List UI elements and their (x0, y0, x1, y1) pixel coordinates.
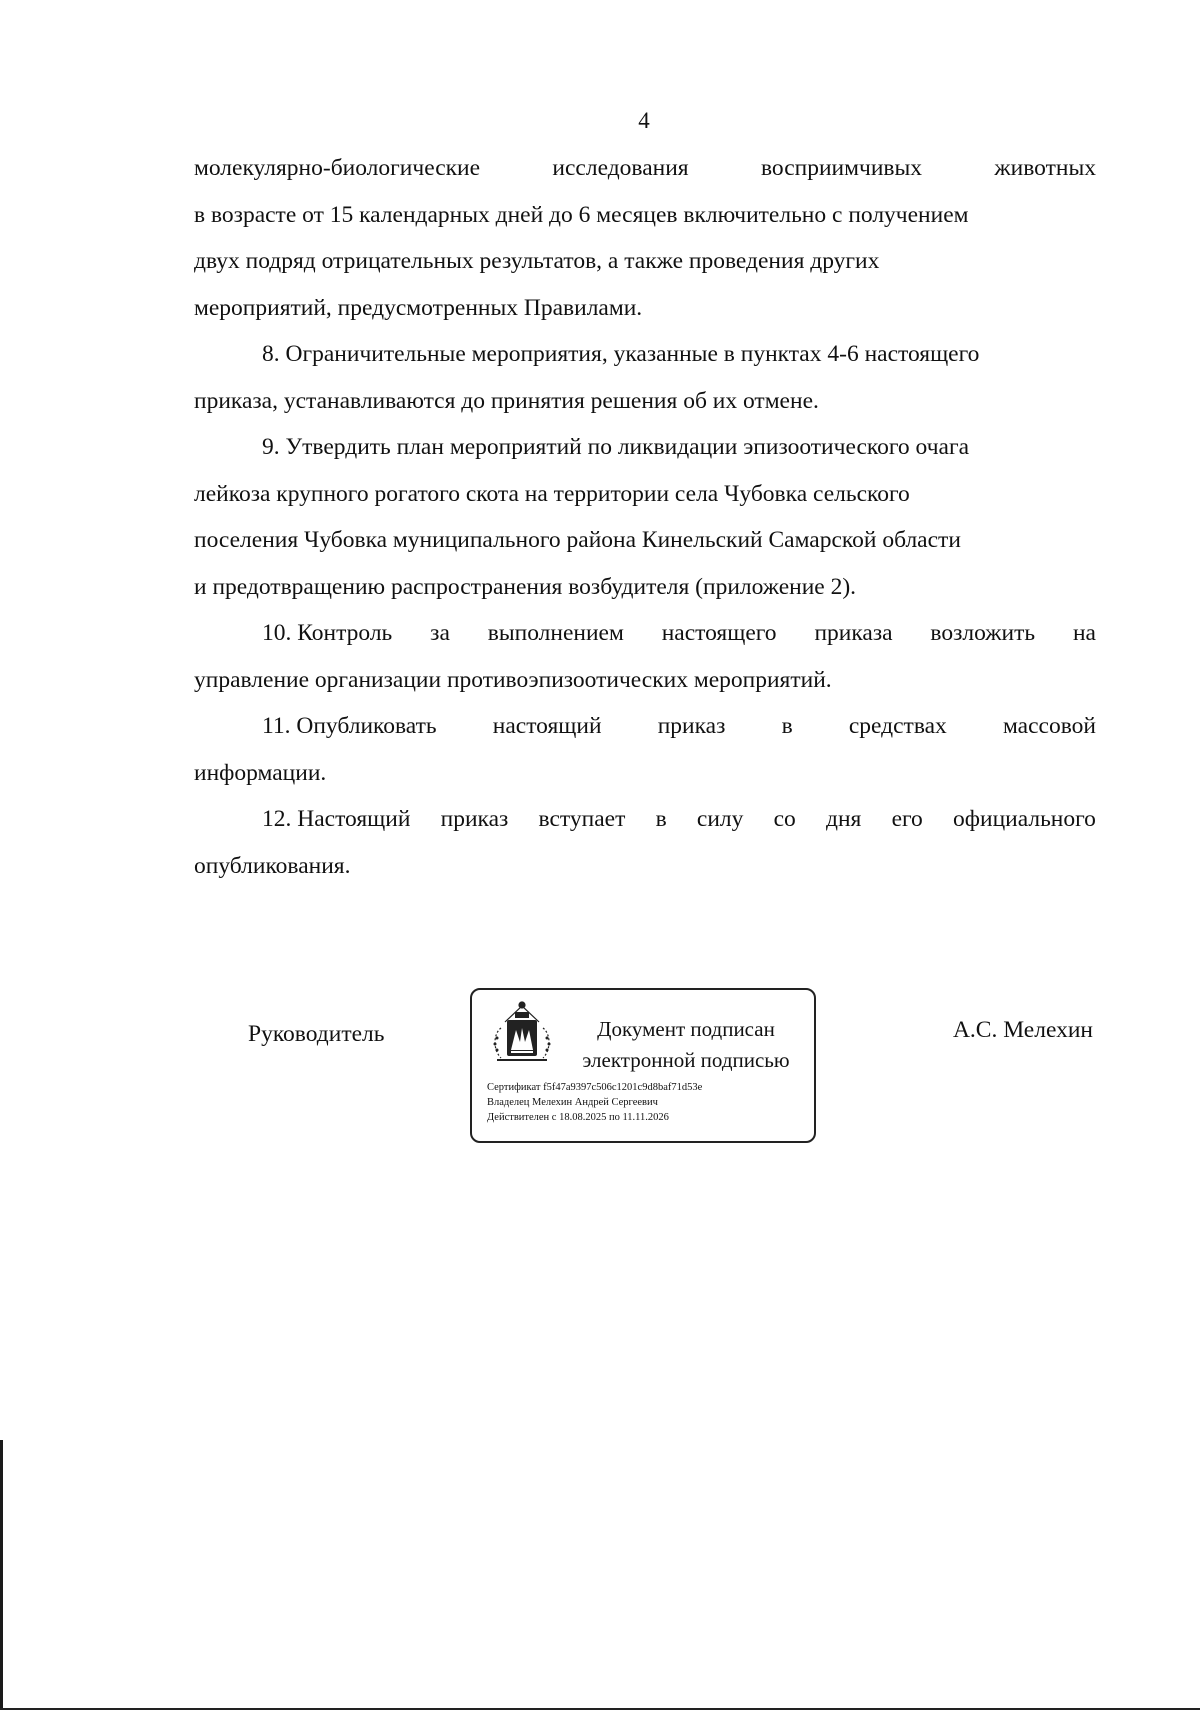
text-line: 9. Утвердить план мероприятий по ликвидации эпизоотического очага (262, 434, 970, 460)
page-number: 4 (638, 108, 650, 133)
word: дня (826, 806, 862, 832)
word: 10. Контроль (262, 620, 393, 646)
text-line: информации. (194, 759, 327, 786)
paragraph (194, 796, 1096, 889)
paragraph (194, 424, 1096, 610)
text-line: опубликования. (194, 852, 351, 879)
signer-position: Руководитель (248, 1021, 385, 1047)
word: настоящего (661, 620, 777, 646)
word: средствах (848, 713, 947, 739)
text-line: двух подряд отрицательных результатов, а также проведения других (194, 248, 880, 274)
word: в (781, 713, 793, 739)
document-body (194, 145, 1096, 889)
word: молекулярно-биологические (194, 155, 481, 181)
word: вступает (538, 806, 626, 832)
paragraph (194, 331, 1096, 424)
text-line: поселения Чубовка муниципального района Кинельский Самарской области (194, 527, 961, 553)
word: приказ (440, 806, 509, 832)
text-line (194, 703, 1096, 750)
word: приказа (814, 620, 893, 646)
word: в (655, 806, 667, 832)
text-line: приказа, устанавливаются до принятия решения об их отмене. (194, 387, 819, 414)
word: животных (994, 155, 1096, 181)
word: приказ (657, 713, 726, 739)
stamp-certificate: Сертификат f5f47a9397c506c1201c9d8baf71d53e (487, 1082, 703, 1093)
signature-block (0, 985, 1200, 1145)
word: со (773, 806, 796, 832)
word: возложить (930, 620, 1036, 646)
signer-name: А.С. Мелехин (952, 1017, 1093, 1043)
stamp-owner: Владелец Мелехин Андрей Сергеевич (487, 1097, 658, 1108)
stamp-validity: Действителен с 18.08.2025 по 11.11.2026 (487, 1112, 669, 1123)
word: за (430, 620, 450, 646)
text-line: управление организации противоэпизоотических мероприятий. (194, 666, 832, 693)
stamp-title (566, 1014, 806, 1076)
text-line: 8. Ограничительные мероприятия, указанные в пунктах 4-6 настоящего (262, 341, 980, 367)
text-line: и предотвращению распространения возбудителя (приложение 2). (194, 573, 857, 600)
paragraph (194, 610, 1096, 703)
text-line (194, 610, 1096, 657)
word: массовой (1002, 713, 1096, 739)
electronic-signature-stamp (470, 988, 816, 1143)
word: 12. Настоящий (262, 806, 411, 832)
word: восприимчивых (760, 155, 923, 181)
paragraph (194, 145, 1096, 331)
word: его (891, 806, 923, 832)
text-line: мероприятий, предусмотренных Правилами. (194, 294, 643, 321)
word: силу (696, 806, 744, 832)
text-line (194, 145, 1096, 192)
stamp-title-line2: электронной подписью (582, 1048, 790, 1072)
coat-of-arms-icon (487, 998, 557, 1066)
word: официального (953, 806, 1096, 832)
word: выполнением (487, 620, 624, 646)
word: исследования (552, 155, 689, 181)
word: настоящий (492, 713, 602, 739)
word: 11. Опубликовать (262, 713, 437, 739)
text-line: лейкоза крупного рогатого скота на территории села Чубовка сельского (194, 480, 910, 507)
stamp-title-line1: Документ подписан (597, 1017, 775, 1041)
stamp-details (487, 1080, 702, 1125)
paragraph (194, 703, 1096, 796)
text-line: в возрасте от 15 календарных дней до 6 месяцев включительно с получением (194, 201, 969, 228)
text-line (194, 796, 1096, 843)
word: на (1072, 620, 1096, 646)
scan-edge-left (0, 1440, 3, 1710)
